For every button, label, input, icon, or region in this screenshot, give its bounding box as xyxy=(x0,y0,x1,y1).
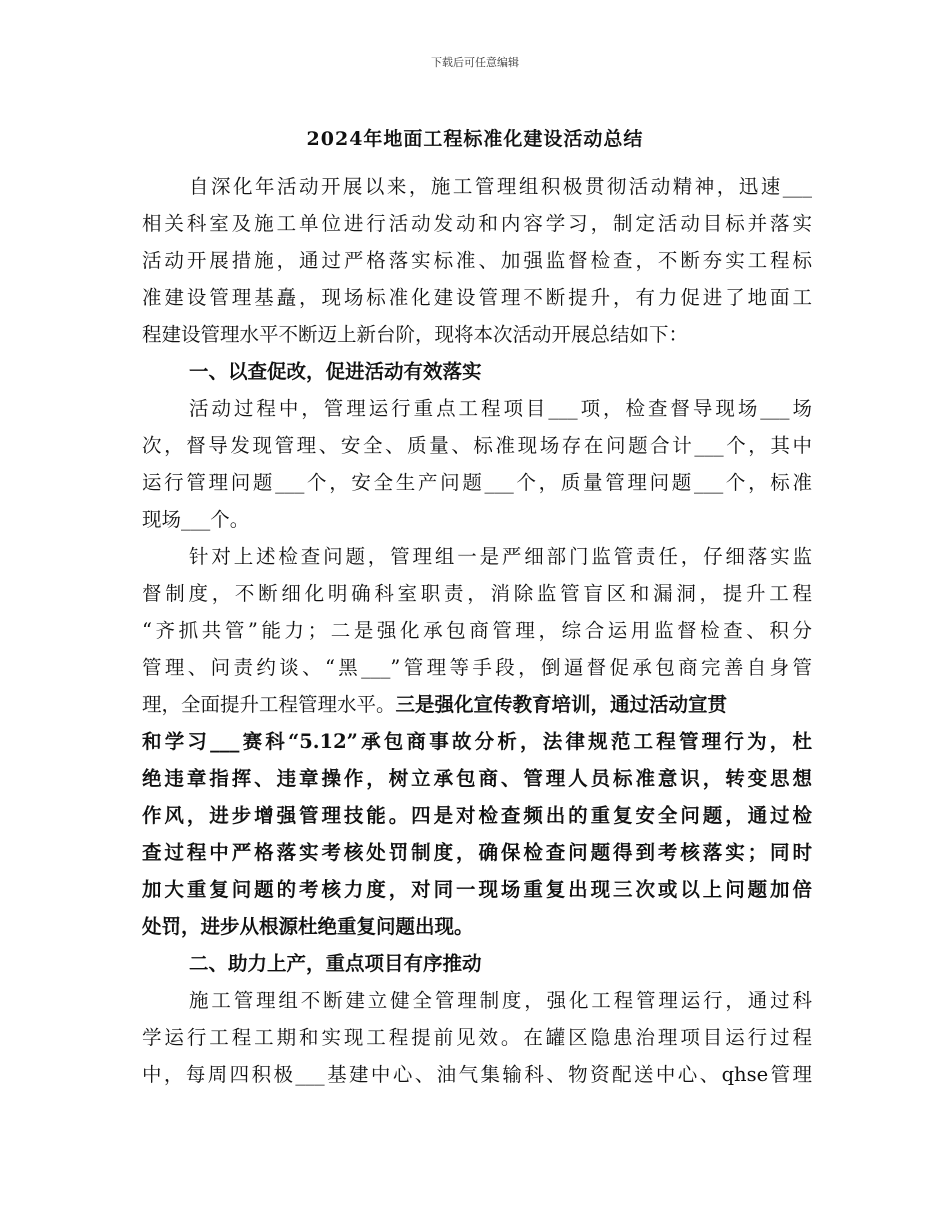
paragraph-line: 次，督导发现管理、安全、质量、标准现场存在问题合计___个，其中 xyxy=(142,434,812,457)
page-header-note: 下载后可任意编辑 xyxy=(431,56,519,69)
paragraph-line: 作风，进步增强管理技能。四是对检查频出的重复安全问题，通过检 xyxy=(142,804,812,827)
paragraph-line xyxy=(142,688,812,722)
paragraph-line: 现场___个。 xyxy=(142,508,250,531)
paragraph-line: 活动过程中，管理运行重点工程项目___项，检查督导现场___场 xyxy=(189,397,812,420)
paragraph-text: 理，全面提升工程管理水平。 xyxy=(142,693,396,716)
paragraph-line: 程建设管理水平不断迈上新台阶，现将本次活动开展总结如下： xyxy=(142,323,689,346)
paragraph-line: 学运行工程工期和实现工程提前见效。在罐区隐患治理项目运行过程 xyxy=(142,1026,812,1049)
paragraph-line: 相关科室及施工单位进行活动发动和内容学习，制定活动目标并落实 xyxy=(142,212,812,235)
document-title: 2024年地面工程标准化建设活动总结 xyxy=(306,128,644,150)
section-heading: 一、以查促改，促进活动有效落实 xyxy=(189,360,482,383)
paragraph-line: 督制度，不断细化明确科室职责，消除监管盲区和漏洞，提升工程 xyxy=(142,582,812,605)
paragraph-line: 处罚，进步从根源杜绝重复问题出现。 xyxy=(142,915,474,938)
paragraph-line: 针对上述检查问题，管理组一是严细部门监管责任，仔细落实监 xyxy=(189,545,812,568)
paragraph-line: 查过程中严格落实考核处罚制度，确保检查问题得到考核落实；同时 xyxy=(142,841,812,864)
paragraph-line: 绝违章指挥、违章操作，树立承包商、管理人员标准意识，转变思想 xyxy=(142,767,812,790)
paragraph-line: 施工管理组不断建立健全管理制度，强化工程管理运行，通过科 xyxy=(189,989,812,1012)
paragraph-line: 和学习___赛科“5.12”承包商事故分析，法律规范工程管理行为，杜 xyxy=(142,730,812,753)
section-heading: 二、助力上产，重点项目有序推动 xyxy=(189,952,482,975)
paragraph-line: 准建设管理基矗，现场标准化建设管理不断提升，有力促进了地面工 xyxy=(142,286,812,309)
paragraph-line: “齐抓共管”能力；二是强化承包商管理，综合运用监督检查、积分 xyxy=(142,619,812,642)
paragraph-line: 自深化年活动开展以来，施工管理组积极贯彻活动精神，迅速___ xyxy=(189,175,812,198)
paragraph-line: 活动开展措施，通过严格落实标准、加强监督检查，不断夯实工程标 xyxy=(142,249,812,272)
bold-text: 三是强化宣传教育培训，通过活动宣贯 xyxy=(395,693,728,716)
paragraph-line: 运行管理问题___个，安全生产问题___个，质量管理问题___个，标准 xyxy=(142,471,812,494)
paragraph-line: 中，每周四积极___基建中心、油气集输科、物资配送中心、qhse管理 xyxy=(142,1063,812,1086)
paragraph-line: 管理、问责约谈、“黑___”管理等手段，倒逼督促承包商完善自身管 xyxy=(142,656,812,679)
paragraph-line: 加大重复问题的考核力度，对同一现场重复出现三次或以上问题加倍 xyxy=(142,878,812,901)
